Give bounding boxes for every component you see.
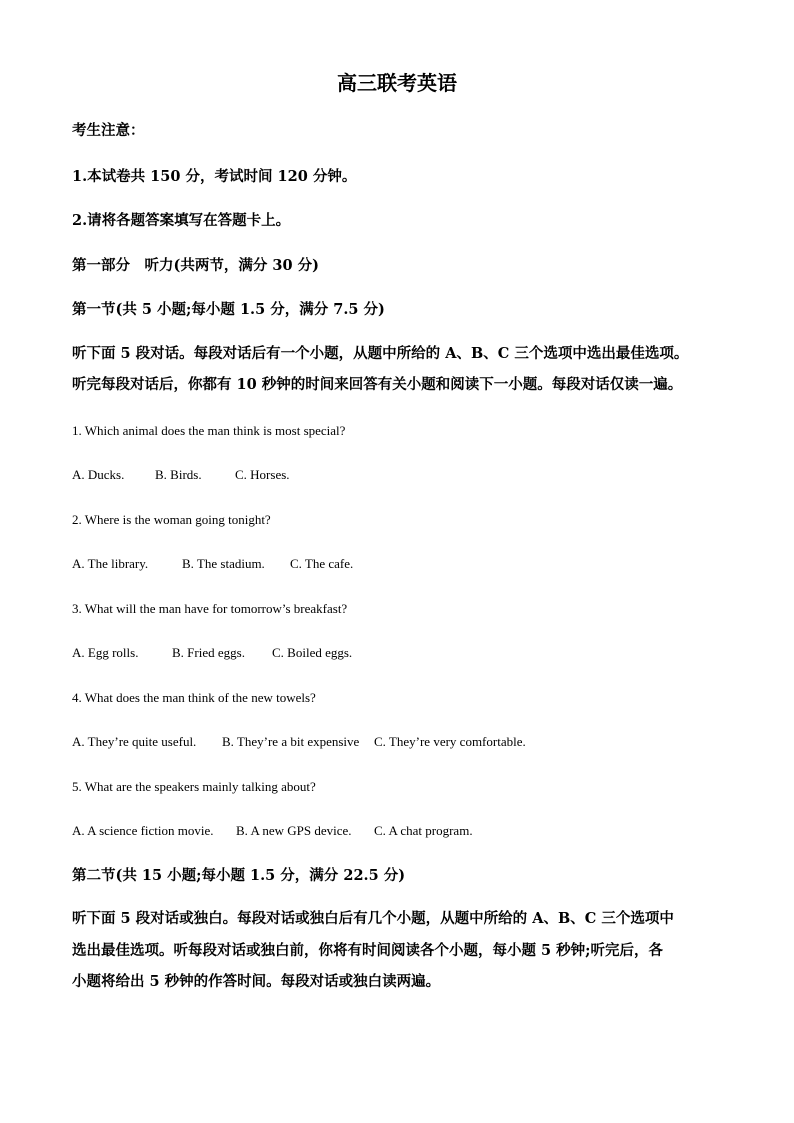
notice-item-1: 1.本试卷共 150 分，考试时间 120 分钟。 [72, 168, 357, 185]
option-b: B. Birds. [155, 467, 202, 482]
section1-heading: 第一节(共 5 小题;每小题 1.5 分，满分 7.5 分) [72, 301, 385, 318]
option-a: A. They’re quite useful. [72, 734, 197, 749]
option-a: A. The library. [72, 556, 149, 571]
section1-instruction-1: 听下面 5 段对话。每段对话后有一个小题，从题中所给的 A、B、C 三个选项中选出最佳选项。 [72, 345, 689, 362]
question-3: 3. What will the man have for tomorrow’s breakfast? [72, 601, 348, 616]
option-b: B. They’re a bit expensive [222, 734, 360, 749]
section2-instruction-2: 选出最佳选项。听每段对话或独白前，你将有时间阅读各个小题，每小题 5 秒钟;听完后，各 [72, 942, 664, 959]
option-b: B. Fried eggs. [172, 645, 245, 660]
notice-item-2: 2.请将各题答案填写在答题卡上。 [72, 212, 291, 229]
section1-instruction-2: 听完每段对话后，你都有 10 秒钟的时间来回答有关小题和阅读下一小题。每段对话仅读一遍。 [72, 376, 683, 393]
part1-heading: 第一部分 听力(共两节，满分 30 分) [72, 257, 319, 274]
question-1: 1. Which animal does the man think is most special? [72, 423, 346, 438]
option-c: C. The cafe. [290, 556, 354, 571]
option-c: C. Boiled eggs. [272, 645, 353, 660]
option-a: A. Ducks. [72, 467, 125, 482]
section2-heading: 第二节(共 15 小题;每小题 1.5 分，满分 22.5 分) [72, 867, 406, 884]
notice-heading: 考生注意： [72, 122, 145, 139]
page-title: 高三联考英语 [337, 71, 457, 95]
option-c: C. They’re very comfortable. [374, 734, 526, 749]
option-b: B. A new GPS device. [236, 823, 352, 838]
option-c: C. Horses. [235, 467, 290, 482]
question-2: 2. Where is the woman going tonight? [72, 512, 271, 527]
question-3-options [72, 642, 732, 664]
question-4-options [72, 731, 732, 753]
question-1-options [72, 464, 732, 486]
question-4: 4. What does the man think of the new towels? [72, 690, 316, 705]
option-c: C. A chat program. [374, 823, 473, 838]
section2-instruction-1: 听下面 5 段对话或独白。每段对话或独白后有几个小题，从题中所给的 A、B、C 三个选项中 [72, 910, 674, 927]
question-5-options [72, 820, 732, 842]
question-5: 5. What are the speakers mainly talking about? [72, 779, 316, 794]
option-a: A. A science fiction movie. [72, 823, 214, 838]
option-a: A. Egg rolls. [72, 645, 139, 660]
option-b: B. The stadium. [182, 556, 265, 571]
section2-instruction-3: 小题将给出 5 秒钟的作答时间。每段对话或独白读两遍。 [72, 973, 441, 990]
question-2-options [72, 553, 732, 575]
